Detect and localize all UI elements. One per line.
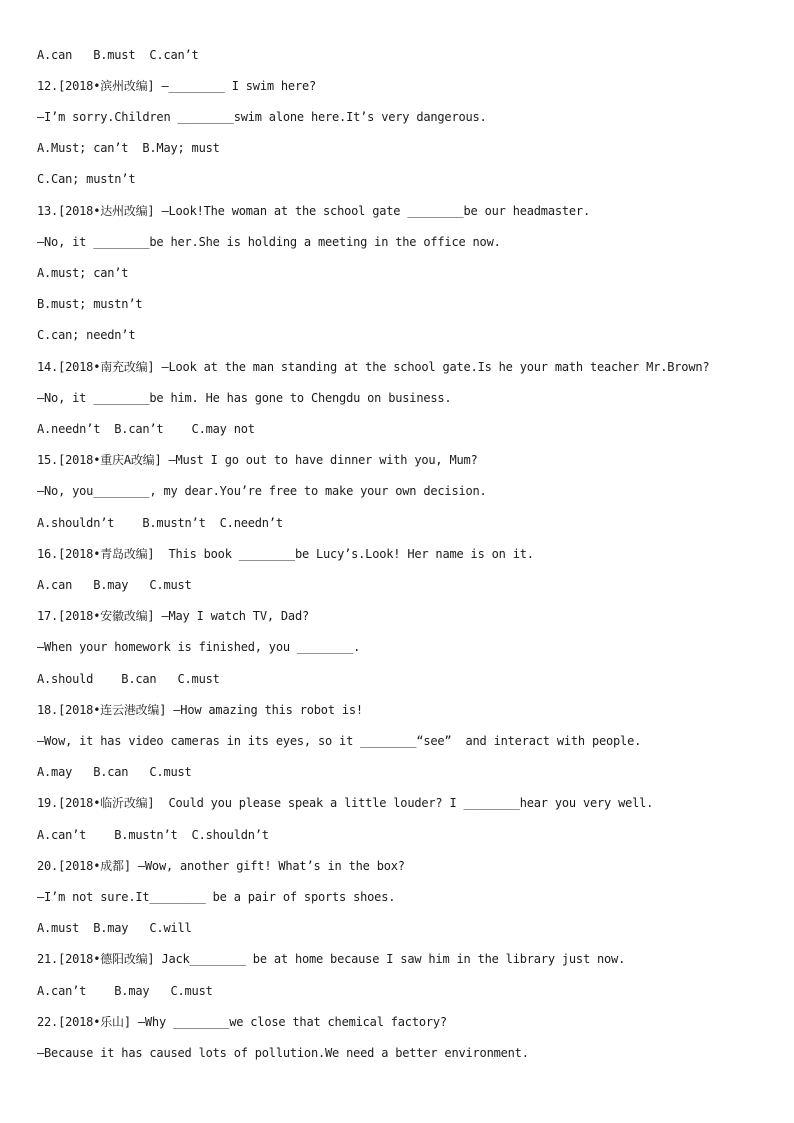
question-18-response: —Wow, it has video cameras in its eyes, so it ________“see” and interact with people.: [37, 734, 642, 748]
question-13-response: —No, it ________be her.She is holding a meeting in the office now.: [37, 235, 501, 249]
answer-option-q13-c: C.can; needn’t: [37, 328, 136, 342]
question-22-response: —Because it has caused lots of pollution.We need a better environment.: [37, 1046, 529, 1060]
answer-options-q19: A.can’t B.mustn’t C.shouldn’t: [37, 828, 269, 842]
answer-options-q20: A.must B.may C.will: [37, 921, 192, 935]
question-12: 12.[2018•滨州改编] —________ I swim here?: [37, 79, 317, 93]
answer-options-q14: A.needn’t B.can’t C.may not: [37, 422, 255, 436]
answer-options-q11: A.can B.must C.can’t: [37, 48, 199, 62]
answer-options-q16: A.can B.may C.must: [37, 578, 192, 592]
question-22: 22.[2018•乐山] —Why ________we close that chemical factory?: [37, 1015, 447, 1029]
question-15-response: —No, you________, my dear.You’re free to make your own decision.: [37, 484, 487, 498]
answer-options-q12-ab: A.Must; can’t B.May; must: [37, 141, 220, 155]
question-18: 18.[2018•连云港改编] —How amazing this robot is!: [37, 703, 363, 717]
question-13: 13.[2018•达州改编] —Look!The woman at the school gate ________be our headmaster.: [37, 204, 590, 218]
answer-options-q12-c: C.Can; mustn’t: [37, 172, 136, 186]
question-15: 15.[2018•重庆A改编] —Must I go out to have dinner with you, Mum?: [37, 453, 478, 467]
question-12-response: —I’m sorry.Children ________swim alone here.It’s very dangerous.: [37, 110, 487, 124]
question-17-response: —When your homework is finished, you ________.: [37, 640, 361, 654]
question-14-response: —No, it ________be him. He has gone to Chengdu on business.: [37, 391, 452, 405]
question-16: 16.[2018•青岛改编] This book ________be Lucy’s.Look! Her name is on it.: [37, 547, 534, 561]
answer-option-q13-a: A.must; can’t: [37, 266, 129, 280]
answer-options-q17: A.should B.can C.must: [37, 672, 220, 686]
question-20: 20.[2018•成都] —Wow, another gift! What’s in the box?: [37, 859, 405, 873]
question-21: 21.[2018•德阳改编] Jack________ be at home because I saw him in the library just now.: [37, 952, 626, 966]
question-17: 17.[2018•安徽改编] —May I watch TV, Dad?: [37, 609, 309, 623]
question-19: 19.[2018•临沂改编] Could you please speak a little louder? I ________hear you very well.: [37, 796, 654, 810]
question-20-response: —I’m not sure.It________ be a pair of sports shoes.: [37, 890, 396, 904]
answer-option-q13-b: B.must; mustn’t: [37, 297, 143, 311]
answer-options-q21: A.can’t B.may C.must: [37, 984, 213, 998]
question-14: 14.[2018•南充改编] —Look at the man standing at the school gate.Is he your math teacher Mr.Brown?: [37, 360, 710, 374]
answer-options-q15: A.shouldn’t B.mustn’t C.needn’t: [37, 516, 283, 530]
answer-options-q18: A.may B.can C.must: [37, 765, 192, 779]
